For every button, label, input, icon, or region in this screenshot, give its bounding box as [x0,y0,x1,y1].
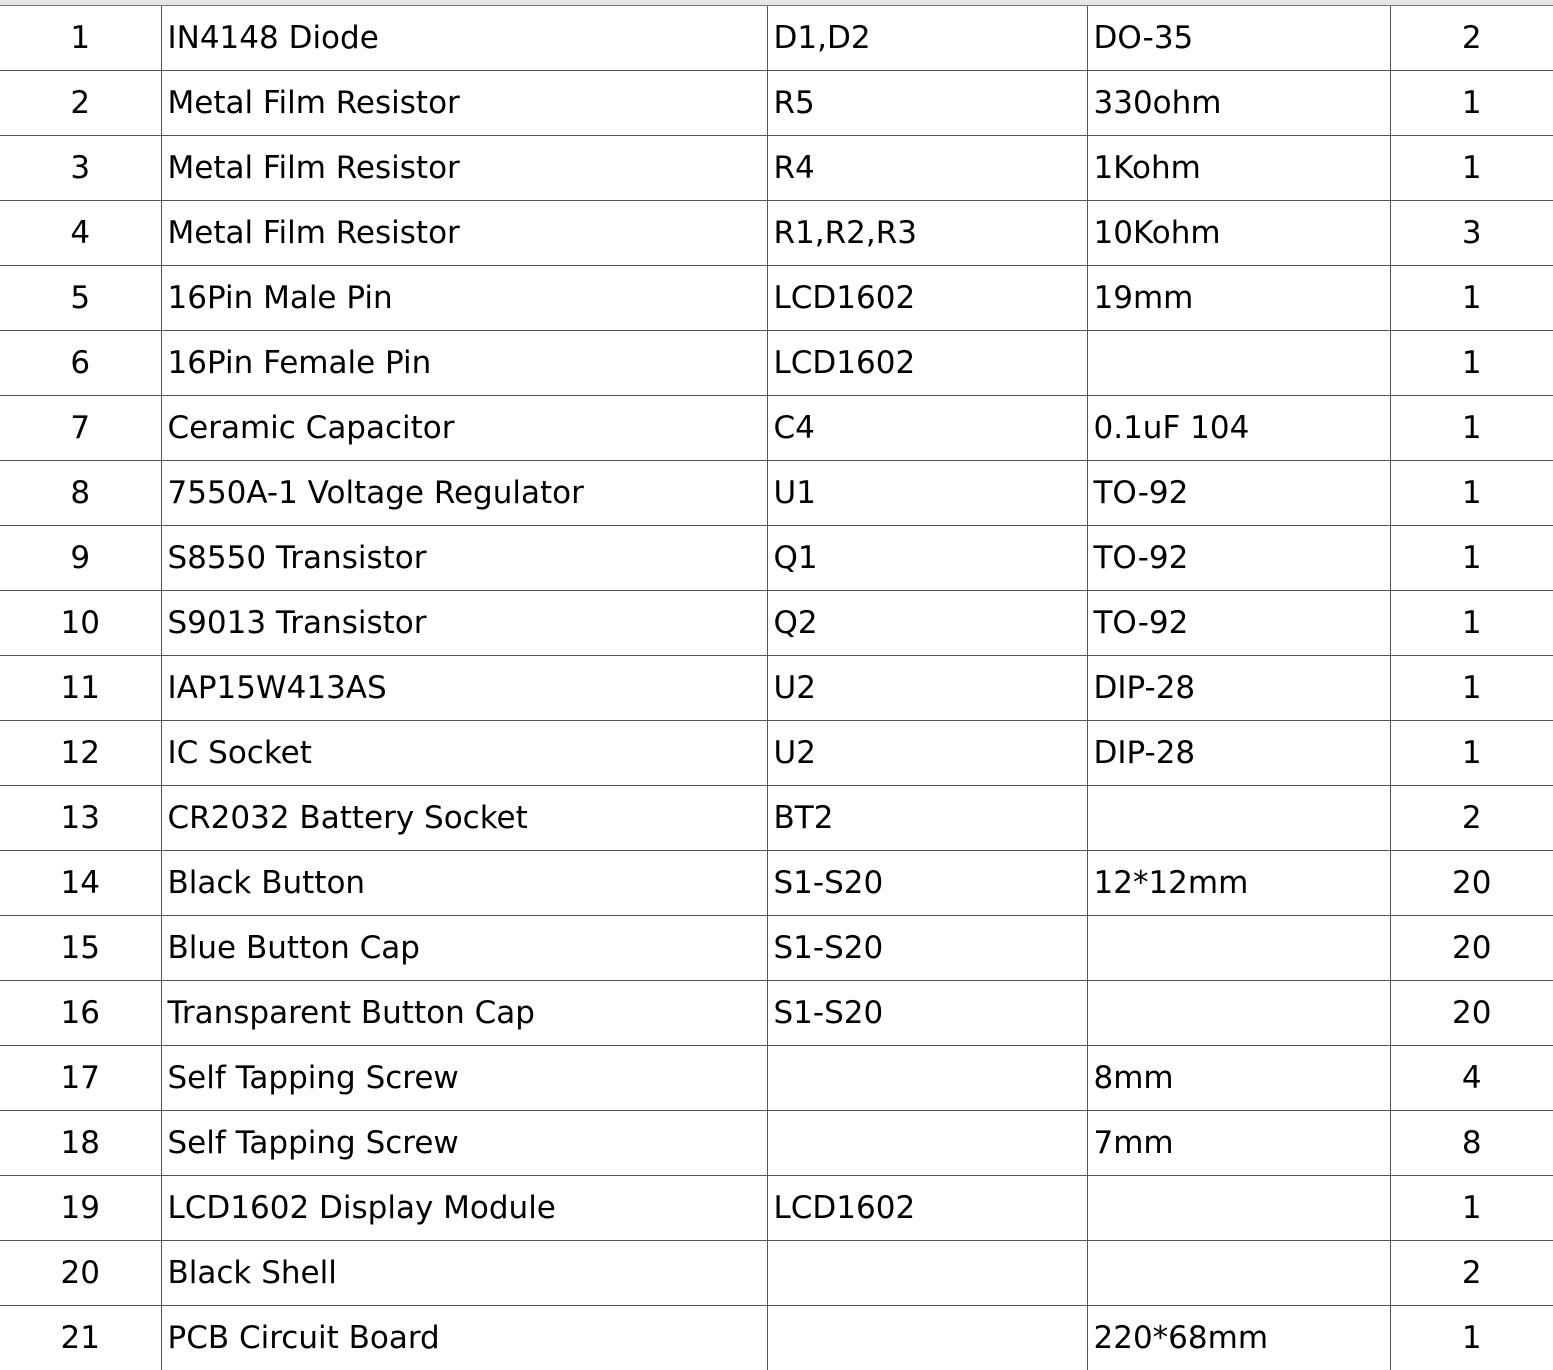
table-row [0,786,1553,851]
quantity-cell: 1 [1390,71,1553,136]
component-name-cell: Metal Film Resistor [161,136,767,201]
component-name-cell: 7550A-1 Voltage Regulator [161,461,767,526]
item-number-cell: 18 [0,1111,161,1176]
reference-designator-cell: U2 [767,721,1087,786]
quantity-cell: 1 [1390,331,1553,396]
component-name-cell: IAP15W413AS [161,656,767,721]
reference-designator-cell [767,1306,1087,1370]
reference-designator-cell: D1,D2 [767,6,1087,71]
quantity-cell: 1 [1390,656,1553,721]
quantity-cell: 20 [1390,851,1553,916]
item-number-cell: 21 [0,1306,161,1370]
specification-cell: DIP-28 [1087,656,1390,721]
table-row [0,1241,1553,1306]
item-number-cell: 3 [0,136,161,201]
specification-cell: TO-92 [1087,526,1390,591]
reference-designator-cell: S1-S20 [767,916,1087,981]
component-name-cell: Metal Film Resistor [161,201,767,266]
quantity-cell: 1 [1390,396,1553,461]
specification-cell: 220*68mm [1087,1306,1390,1370]
table-row [0,71,1553,136]
item-number-cell: 17 [0,1046,161,1111]
quantity-cell: 1 [1390,266,1553,331]
table-row [0,1176,1553,1241]
specification-cell: TO-92 [1087,591,1390,656]
specification-cell: 12*12mm [1087,851,1390,916]
item-number-cell: 16 [0,981,161,1046]
quantity-cell: 1 [1390,1306,1553,1370]
component-name-cell: CR2032 Battery Socket [161,786,767,851]
quantity-cell: 20 [1390,916,1553,981]
item-number-cell: 7 [0,396,161,461]
quantity-cell: 2 [1390,786,1553,851]
specification-cell: 19mm [1087,266,1390,331]
component-name-cell: S8550 Transistor [161,526,767,591]
component-name-cell: IN4148 Diode [161,6,767,71]
table-row [0,591,1553,656]
quantity-cell: 20 [1390,981,1553,1046]
specification-cell [1087,1176,1390,1241]
quantity-cell: 3 [1390,201,1553,266]
reference-designator-cell: U2 [767,656,1087,721]
item-number-cell: 9 [0,526,161,591]
table-row [0,851,1553,916]
item-number-cell: 10 [0,591,161,656]
component-name-cell: Black Button [161,851,767,916]
quantity-cell: 1 [1390,461,1553,526]
specification-cell: 330ohm [1087,71,1390,136]
component-name-cell: S9013 Transistor [161,591,767,656]
specification-cell: 0.1uF 104 [1087,396,1390,461]
reference-designator-cell: C4 [767,396,1087,461]
specification-cell: 7mm [1087,1111,1390,1176]
reference-designator-cell: LCD1602 [767,266,1087,331]
quantity-cell: 4 [1390,1046,1553,1111]
component-name-cell: Blue Button Cap [161,916,767,981]
table-row [0,201,1553,266]
quantity-cell: 8 [1390,1111,1553,1176]
specification-cell [1087,981,1390,1046]
table-row [0,721,1553,786]
quantity-cell: 1 [1390,591,1553,656]
item-number-cell: 2 [0,71,161,136]
reference-designator-cell: U1 [767,461,1087,526]
component-name-cell: PCB Circuit Board [161,1306,767,1370]
reference-designator-cell: R4 [767,136,1087,201]
specification-cell: DO-35 [1087,6,1390,71]
bill-of-materials-table [0,6,1553,1370]
item-number-cell: 11 [0,656,161,721]
component-name-cell: Ceramic Capacitor [161,396,767,461]
item-number-cell: 1 [0,6,161,71]
quantity-cell: 2 [1390,6,1553,71]
table-row [0,526,1553,591]
specification-cell [1087,916,1390,981]
reference-designator-cell [767,1241,1087,1306]
reference-designator-cell: R5 [767,71,1087,136]
table-row [0,331,1553,396]
reference-designator-cell: S1-S20 [767,981,1087,1046]
table-row [0,1111,1553,1176]
item-number-cell: 8 [0,461,161,526]
table-row [0,461,1553,526]
item-number-cell: 20 [0,1241,161,1306]
bill-of-materials-body [0,6,1553,1370]
reference-designator-cell: R1,R2,R3 [767,201,1087,266]
item-number-cell: 13 [0,786,161,851]
table-row [0,916,1553,981]
item-number-cell: 6 [0,331,161,396]
component-name-cell: IC Socket [161,721,767,786]
table-row [0,656,1553,721]
component-name-cell: LCD1602 Display Module [161,1176,767,1241]
item-number-cell: 4 [0,201,161,266]
component-name-cell: Black Shell [161,1241,767,1306]
reference-designator-cell [767,1046,1087,1111]
component-name-cell: Metal Film Resistor [161,71,767,136]
item-number-cell: 5 [0,266,161,331]
specification-cell: 10Kohm [1087,201,1390,266]
item-number-cell: 15 [0,916,161,981]
component-name-cell: Self Tapping Screw [161,1046,767,1111]
quantity-cell: 1 [1390,721,1553,786]
reference-designator-cell: LCD1602 [767,331,1087,396]
specification-cell [1087,331,1390,396]
reference-designator-cell [767,1111,1087,1176]
component-name-cell: 16Pin Male Pin [161,266,767,331]
specification-cell [1087,1241,1390,1306]
quantity-cell: 1 [1390,1176,1553,1241]
item-number-cell: 12 [0,721,161,786]
specification-cell [1087,786,1390,851]
quantity-cell: 1 [1390,526,1553,591]
table-row [0,1046,1553,1111]
table-row [0,396,1553,461]
component-name-cell: 16Pin Female Pin [161,331,767,396]
table-row [0,1306,1553,1370]
reference-designator-cell: LCD1602 [767,1176,1087,1241]
table-row [0,266,1553,331]
component-name-cell: Transparent Button Cap [161,981,767,1046]
reference-designator-cell: Q2 [767,591,1087,656]
table-row [0,981,1553,1046]
specification-cell: TO-92 [1087,461,1390,526]
specification-cell: 8mm [1087,1046,1390,1111]
reference-designator-cell: S1-S20 [767,851,1087,916]
specification-cell: DIP-28 [1087,721,1390,786]
item-number-cell: 19 [0,1176,161,1241]
reference-designator-cell: BT2 [767,786,1087,851]
quantity-cell: 1 [1390,136,1553,201]
table-row [0,136,1553,201]
specification-cell: 1Kohm [1087,136,1390,201]
item-number-cell: 14 [0,851,161,916]
reference-designator-cell: Q1 [767,526,1087,591]
component-name-cell: Self Tapping Screw [161,1111,767,1176]
table-row [0,6,1553,71]
quantity-cell: 2 [1390,1241,1553,1306]
